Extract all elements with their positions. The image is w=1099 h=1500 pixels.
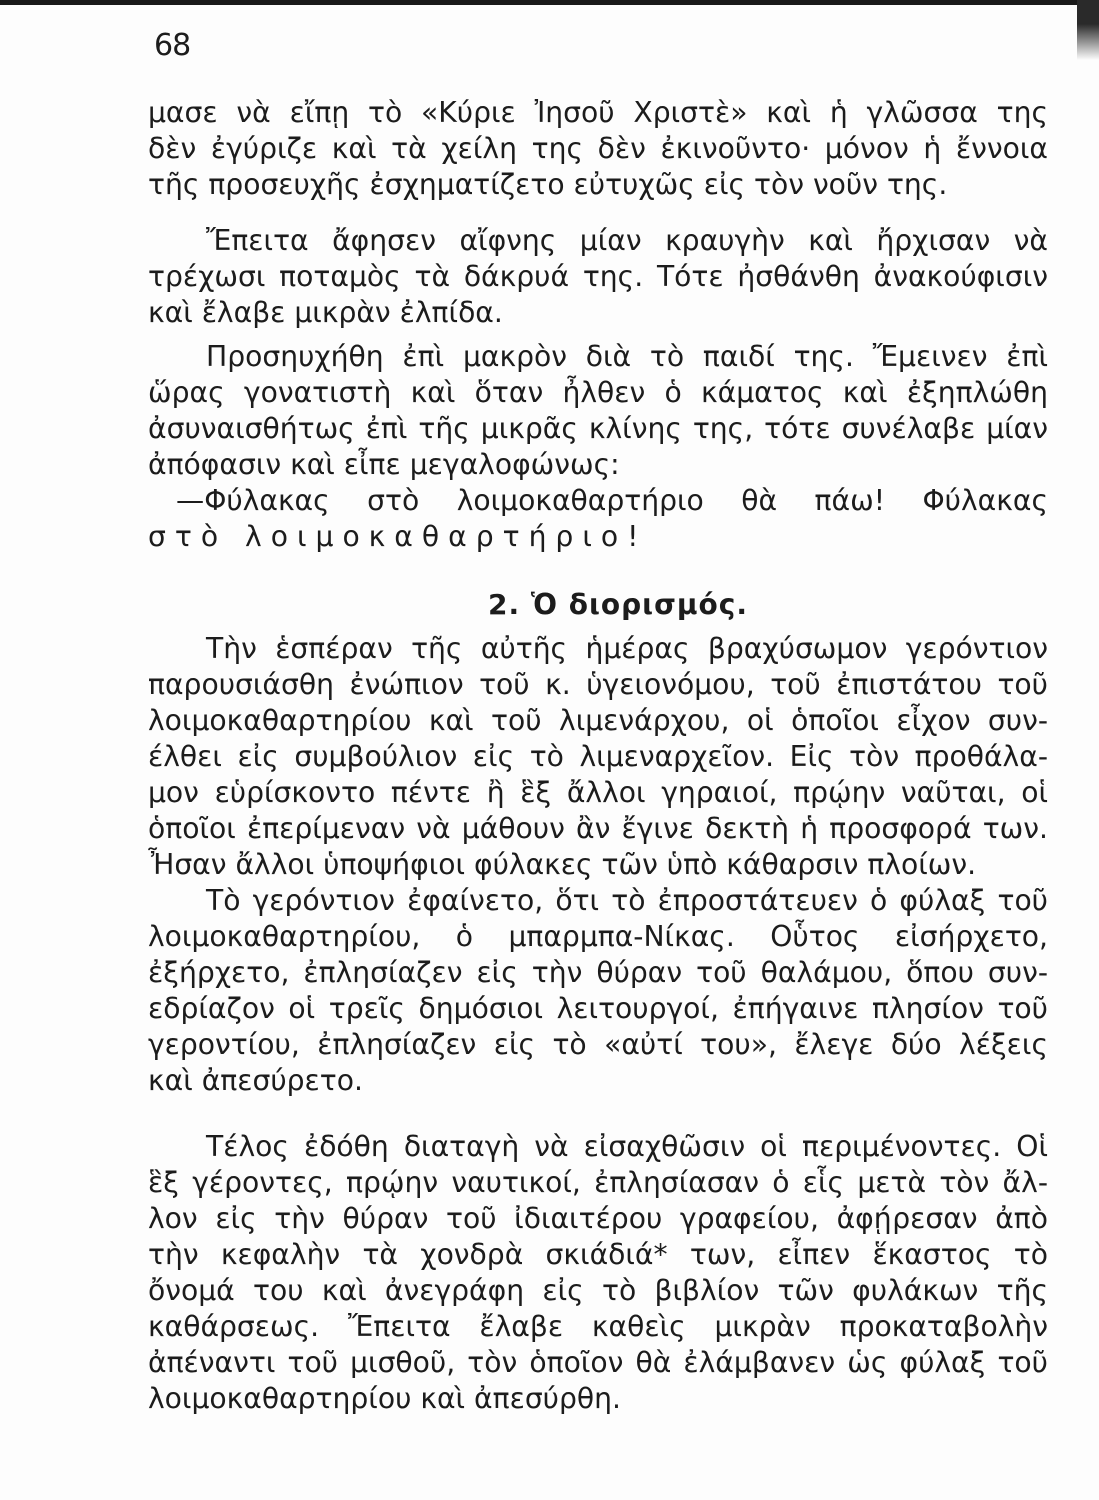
text-line: ἀπέναντι τοῦ μισθοῦ, τὸν ὁποῖον θὰ ἐλάμβανεν ὡς φύλαξ τοῦ xyxy=(148,1346,1048,1379)
text-line: τρέχωσι ποταμὸς τὰ δάκρυά της. Τότε ἠσθάνθη ἀνακούφισιν xyxy=(148,260,1048,293)
text-line: ἓξ γέροντες, πρῴην ναυτικοί, ἐπλησίασαν ὁ εἷς μετὰ τὸν ἄλ- xyxy=(148,1166,1048,1199)
paragraph-5 xyxy=(148,631,1048,883)
section-heading: 2. Ὁ διορισμός. xyxy=(488,588,748,621)
text-line: μασε νὰ εἴπῃ τὸ «Κύριε Ἰησοῦ Χριστὲ» καὶ ἡ γλῶσσα της xyxy=(148,96,1048,129)
text-line: μον εὑρίσκοντο πέντε ἢ ἓξ ἄλλοι γηραιοί, πρῴην ναῦται, οἱ xyxy=(148,776,1048,809)
text-line: λοιμοκαθαρτηρίου καὶ ἀπεσύρθη. xyxy=(148,1382,621,1415)
text-line: λοιμοκαθαρτηρίου καὶ τοῦ λιμενάρχου, οἱ ὁποῖοι εἶχον συν- xyxy=(148,704,1048,737)
paragraph-6 xyxy=(148,883,1048,1099)
text-line: λοιμοκαθαρτηρίου, ὁ μπαρμπα-Νίκας. Οὗτος εἰσήρχετο, xyxy=(148,920,1048,953)
text-line: ἀπόφασιν καὶ εἶπε μεγαλοφώνως: xyxy=(148,448,620,481)
text-line: Τὴν ἑσπέραν τῆς αὐτῆς ἡμέρας βραχύσωμον γερόντιον xyxy=(206,632,1048,665)
text-line: Τὸ γερόντιον ἐφαίνετο, ὅτι τὸ ἐπροστάτευεν ὁ φύλαξ τοῦ xyxy=(206,884,1048,917)
text-line: Προσηυχήθη ἐπὶ μακρὸν διὰ τὸ παιδί της. Ἔμεινεν ἐπὶ xyxy=(206,340,1048,373)
text-line: δὲν ἐγύριζε καὶ τὰ χείλη της δὲν ἐκινοῦντο· μόνον ἡ ἔννοια xyxy=(148,132,1048,165)
paragraph-1 xyxy=(148,95,1048,203)
text-line: στὸ λοιμοκαθαρτήριο! xyxy=(148,520,648,553)
body-text xyxy=(148,95,1048,1417)
top-edge-rule xyxy=(0,0,1099,5)
text-line: —Φύλακας στὸ λοιμοκαθαρτήριο θὰ πάω! Φύλακας xyxy=(176,484,1048,517)
text-line: τὴν κεφαλὴν τὰ χονδρὰ σκιάδιά* των, εἶπεν ἕκαστος τὸ xyxy=(148,1238,1048,1271)
paragraph-7 xyxy=(148,1129,1048,1417)
text-line: τῆς προσευχῆς ἐσχηματίζετο εὐτυχῶς εἰς τὸν νοῦν της. xyxy=(148,168,948,201)
text-line: παρουσιάσθη ἐνώπιον τοῦ κ. ὑγειονόμου, τοῦ ἐπιστάτου τοῦ xyxy=(148,668,1048,701)
text-line: Ἦσαν ἄλλοι ὑποψήφιοι φύλακες τῶν ὑπὸ κάθαρσιν πλοίων. xyxy=(148,848,977,881)
text-line: ἐξήρχετο, ἐπλησίαζεν εἰς τὴν θύραν τοῦ θαλάμου, ὅπου συν- xyxy=(148,956,1048,989)
text-line: εδρίαζον οἱ τρεῖς δημόσιοι λειτουργοί, ἐπήγαινε πλησίον τοῦ xyxy=(148,992,1048,1025)
text-line: έλθει εἰς συμβούλιον εἰς τὸ λιμεναρχεῖον. Εἰς τὸν προθάλα- xyxy=(148,740,1048,773)
text-line: Τέλος ἐδόθη διαταγὴ νὰ εἰσαχθῶσιν οἱ περιμένοντες. Οἱ xyxy=(206,1130,1048,1163)
text-line: λον εἰς τὴν θύραν τοῦ ἰδιαιτέρου γραφείου, ἀφῄρεσαν ἀπὸ xyxy=(148,1202,1048,1235)
text-line: γεροντίου, ἐπλησίαζεν εἰς τὸ «αὐτί του», ἔλεγε δύο λέξεις xyxy=(148,1028,1048,1061)
text-line: ὁποῖοι ἐπερίμεναν νὰ μάθουν ἂν ἔγινε δεκτὴ ἡ προσφορά των. xyxy=(148,812,1048,845)
paragraph-2 xyxy=(148,223,1048,331)
text-line: ὄνομά του καὶ ἀνεγράφη εἰς τὸ βιβλίον τῶν φυλάκων τῆς xyxy=(148,1274,1048,1307)
text-line: καὶ ἀπεσύρετο. xyxy=(148,1064,363,1097)
text-line: ὥρας γονατιστὴ καὶ ὅταν ἦλθεν ὁ κάματος καὶ ἐξηπλώθη xyxy=(148,376,1048,409)
text-line: καθάρσεως. Ἔπειτα ἔλαβε καθεὶς μικρὰν προκαταβολὴν xyxy=(148,1310,1048,1343)
paragraph-3 xyxy=(148,339,1048,483)
paragraph-4-dialogue xyxy=(148,483,1048,555)
text-line: Ἔπειτα ἄφησεν αἴφνης μίαν κραυγὴν καὶ ἤρχισαν νὰ xyxy=(206,224,1048,257)
scan-corner-shadow xyxy=(1077,0,1099,60)
text-line: καὶ ἔλαβε μικρὰν ἐλπίδα. xyxy=(148,296,503,329)
page-number: 68 xyxy=(154,28,191,63)
text-line: ἀσυναισθήτως ἐπὶ τῆς μικρᾶς κλίνης της, τότε συνέλαβε μίαν xyxy=(148,412,1048,445)
